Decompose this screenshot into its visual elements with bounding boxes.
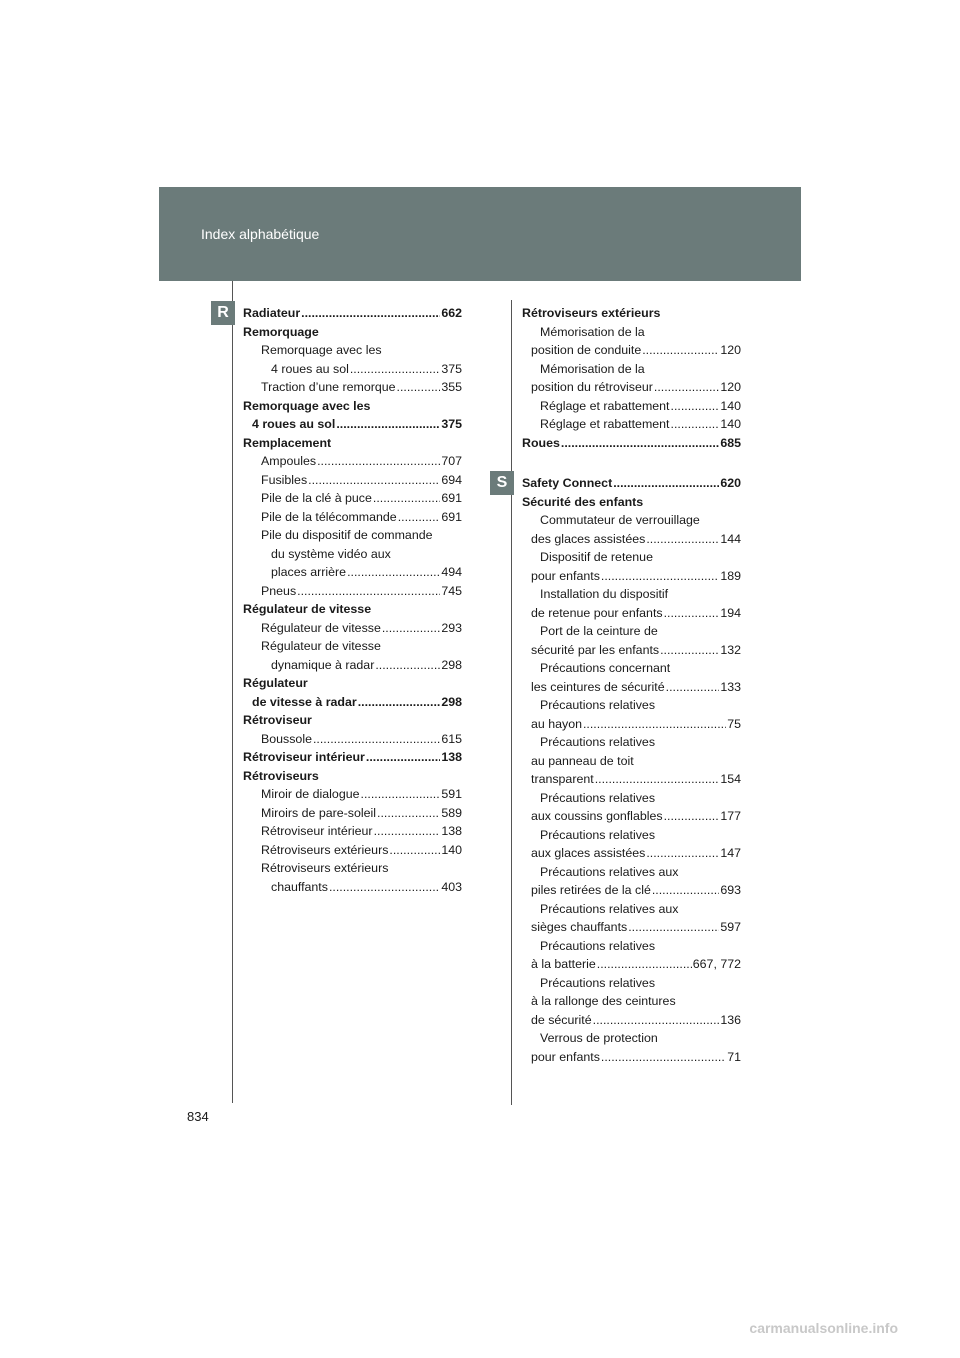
entry-term: Rétroviseurs extérieurs xyxy=(261,861,389,875)
dot-leader xyxy=(601,567,719,586)
entry-term: Précautions relatives xyxy=(540,790,656,805)
entry-page-ref[interactable]: 745 xyxy=(441,583,462,598)
index-entry xyxy=(522,678,741,697)
entry-term: Précautions relatives xyxy=(540,975,656,990)
index-entry xyxy=(243,323,462,342)
entry-term: places arrière xyxy=(271,565,347,579)
index-entry xyxy=(522,844,741,863)
index-entry xyxy=(243,619,462,638)
index-entry xyxy=(522,955,741,974)
entry-term: du système vidéo aux xyxy=(271,546,391,561)
entry-term: Mémorisation de la xyxy=(540,324,645,339)
index-entry xyxy=(243,489,462,508)
dot-leader xyxy=(347,563,440,582)
entry-page-ref[interactable]: 375 xyxy=(441,361,462,376)
entry-term: Pneus xyxy=(261,583,297,598)
dot-leader xyxy=(397,378,441,397)
entry-page-ref[interactable]: 140 xyxy=(441,842,462,857)
entry-term: Rétroviseurs extérieurs xyxy=(261,842,389,857)
index-entry xyxy=(243,878,462,897)
index-entry xyxy=(243,360,462,379)
index-entry xyxy=(522,1048,741,1067)
dot-leader xyxy=(301,304,440,323)
index-entry xyxy=(243,822,462,841)
index-entry xyxy=(522,493,741,512)
index-entry xyxy=(243,656,462,675)
center-divider xyxy=(511,300,512,1105)
index-entry xyxy=(243,415,462,434)
index-entry xyxy=(243,637,462,656)
entry-term: des glaces assistées xyxy=(531,531,646,546)
entry-term: Rétroviseurs xyxy=(243,768,319,783)
entry-page-ref[interactable]: 144 xyxy=(720,531,741,546)
index-entry xyxy=(522,659,741,678)
index-entry xyxy=(243,471,462,490)
page-header xyxy=(159,187,801,281)
index-column-left xyxy=(243,304,462,896)
index-entry xyxy=(522,341,741,360)
index-entry xyxy=(243,582,462,601)
entry-term: Pile du dispositif de commande xyxy=(261,528,433,542)
dot-leader xyxy=(366,748,440,767)
index-entry xyxy=(522,826,741,845)
dot-leader xyxy=(652,881,719,900)
index-entry xyxy=(243,526,462,545)
dot-leader xyxy=(561,434,719,453)
dot-leader xyxy=(358,693,441,712)
index-entry xyxy=(243,767,462,786)
index-entry xyxy=(243,859,462,878)
entry-page-ref[interactable]: 494 xyxy=(441,565,462,579)
entry-term: Remorquage avec les xyxy=(261,343,382,357)
entry-page-ref[interactable]: 136 xyxy=(720,1012,741,1027)
index-entry xyxy=(243,785,462,804)
index-entry xyxy=(522,1029,741,1048)
section-tab-r: R xyxy=(211,301,235,325)
index-entry xyxy=(522,474,741,493)
index-entry xyxy=(522,415,741,434)
entry-term: à la rallonge des ceintures xyxy=(531,994,676,1008)
entry-term: Précautions relatives xyxy=(540,827,656,842)
entry-term: Safety Connect xyxy=(522,476,613,490)
entry-term: Régulateur xyxy=(243,676,308,690)
entry-page-ref[interactable]: 403 xyxy=(441,879,462,894)
entry-term: Rétroviseurs extérieurs xyxy=(522,306,661,320)
dot-leader xyxy=(308,471,440,490)
entry-page-ref[interactable]: 691 xyxy=(441,509,462,524)
index-entry xyxy=(522,567,741,586)
index-entry xyxy=(522,511,741,530)
entry-page-ref[interactable]: 147 xyxy=(720,846,741,860)
index-entry xyxy=(243,841,462,860)
dot-leader xyxy=(297,582,440,601)
entry-term: Remorquage xyxy=(243,324,319,339)
entry-page-ref[interactable]: 591 xyxy=(441,787,462,801)
index-entry xyxy=(522,1011,741,1030)
entry-page-ref[interactable]: 375 xyxy=(441,417,462,431)
entry-term: Miroirs de pare-soleil xyxy=(261,805,376,820)
index-entry xyxy=(243,452,462,471)
entry-page-ref[interactable]: 298 xyxy=(441,657,462,672)
index-entry xyxy=(522,974,741,993)
dot-leader xyxy=(350,360,440,379)
entry-page-ref[interactable]: 120 xyxy=(720,380,741,394)
index-entry xyxy=(522,807,741,826)
dot-leader xyxy=(329,878,440,897)
index-entry xyxy=(522,622,741,641)
entry-term: Fusibles xyxy=(261,472,308,487)
index-entry xyxy=(243,748,462,767)
entry-term: Dispositif de retenue xyxy=(540,550,653,564)
dot-leader xyxy=(671,397,720,416)
entry-page-ref[interactable]: 662 xyxy=(441,306,462,320)
entry-term: de sécurité xyxy=(531,1012,592,1027)
dot-leader xyxy=(664,604,720,623)
entry-term: Réglage et rabattement xyxy=(540,417,670,431)
entry-term: Régulateur de vitesse xyxy=(243,602,372,616)
index-entry xyxy=(243,508,462,527)
index-entry xyxy=(522,900,741,919)
entry-term: piles retirées de la clé xyxy=(531,883,651,897)
entry-term: Miroir de dialogue xyxy=(261,787,360,801)
dot-leader xyxy=(666,678,720,697)
entry-term: au panneau de toit xyxy=(531,753,634,768)
dot-leader xyxy=(597,955,692,974)
index-entry xyxy=(522,752,741,771)
entry-term: Ampoules xyxy=(261,454,317,468)
entry-page-ref[interactable]: 694 xyxy=(441,472,462,487)
index-entry xyxy=(243,693,462,712)
entry-term: Installation du dispositif xyxy=(540,587,669,601)
entry-term: Précautions relatives aux xyxy=(540,901,679,916)
entry-term: Précautions relatives xyxy=(540,698,656,712)
entry-term: Pile de la clé à puce xyxy=(261,491,372,505)
entry-term: position du rétroviseur xyxy=(531,380,653,394)
entry-term: Radiateur xyxy=(243,306,301,320)
index-entry xyxy=(243,378,462,397)
entry-page-ref[interactable]: 132 xyxy=(720,642,741,657)
entry-page-ref[interactable]: 133 xyxy=(720,679,741,694)
entry-term: Mémorisation de la xyxy=(540,361,645,376)
dot-leader xyxy=(613,474,719,493)
entry-term: Port de la ceinture de xyxy=(540,624,658,638)
index-entry xyxy=(243,730,462,749)
entry-term: pour enfants xyxy=(531,568,600,583)
entry-term: Remplacement xyxy=(243,435,332,450)
entry-term: Précautions concernant xyxy=(540,661,671,675)
entry-page-ref[interactable]: 298 xyxy=(441,694,462,709)
dot-leader xyxy=(660,641,719,660)
dot-leader xyxy=(593,1011,720,1030)
entry-term: Précautions relatives xyxy=(540,735,656,749)
entry-term: Régulateur de vitesse xyxy=(261,639,381,653)
index-entry xyxy=(522,434,741,453)
entry-page-ref[interactable]: 293 xyxy=(441,620,462,635)
entry-term: chauffants xyxy=(271,879,328,894)
index-entry xyxy=(522,733,741,752)
index-column-right xyxy=(522,304,741,1066)
entry-term: 4 roues au sol xyxy=(252,417,336,431)
entry-term: aux glaces assistées xyxy=(531,846,646,860)
entry-page-ref[interactable]: 75 xyxy=(727,716,741,731)
entry-term: Boussole xyxy=(261,731,312,746)
entry-term: Sécurité des enfants xyxy=(522,494,644,509)
entry-page-ref[interactable]: 355 xyxy=(441,380,462,394)
entry-page-ref[interactable]: 177 xyxy=(720,809,741,823)
index-entry xyxy=(243,674,462,693)
entry-term: 4 roues au sol xyxy=(271,361,349,376)
index-entry xyxy=(522,304,741,323)
header-title: Index alphabétique xyxy=(201,226,320,242)
index-entry xyxy=(522,992,741,1011)
entry-term: Remorquage avec les xyxy=(243,398,371,413)
dot-leader xyxy=(654,378,719,397)
entry-term: Roues xyxy=(522,435,560,450)
entry-term: Réglage et rabattement xyxy=(540,398,670,413)
index-entry xyxy=(522,530,741,549)
dot-leader xyxy=(646,844,719,863)
dot-leader xyxy=(374,822,441,841)
dot-leader xyxy=(583,715,726,734)
index-entry xyxy=(243,545,462,564)
entry-page-ref[interactable]: 120 xyxy=(720,343,741,357)
dot-leader xyxy=(628,918,719,937)
entry-page-ref[interactable]: 71 xyxy=(727,1049,741,1064)
entry-page-ref[interactable]: 140 xyxy=(720,417,741,431)
index-entry xyxy=(522,604,741,623)
index-entry xyxy=(243,397,462,416)
index-entry xyxy=(522,641,741,660)
section-tab-s: S xyxy=(490,471,514,495)
entry-page-ref[interactable]: 620 xyxy=(720,476,741,490)
index-entry xyxy=(522,937,741,956)
entry-page-ref[interactable]: 589 xyxy=(441,805,462,820)
entry-term: Pile de la télécommande xyxy=(261,509,397,524)
page-number: 834 xyxy=(187,1109,209,1124)
entry-page-ref[interactable]: 154 xyxy=(720,772,741,786)
entry-page-ref[interactable]: 194 xyxy=(720,605,741,620)
dot-leader xyxy=(313,730,440,749)
index-entry xyxy=(243,804,462,823)
dot-leader xyxy=(398,508,441,527)
index-entry xyxy=(522,548,741,567)
entry-page-ref[interactable]: 615 xyxy=(441,731,462,746)
entry-page-ref[interactable]: 597 xyxy=(720,920,741,934)
dot-leader xyxy=(664,807,720,826)
entry-term: de vitesse à radar xyxy=(252,694,357,709)
entry-term: de retenue pour enfants xyxy=(531,605,663,620)
entry-term: Rétroviseur intérieur xyxy=(261,824,373,838)
entry-page-ref[interactable]: 667, 772 xyxy=(692,957,741,971)
dot-leader xyxy=(375,656,440,675)
index-entry xyxy=(522,397,741,416)
entry-page-ref[interactable]: 138 xyxy=(441,750,462,764)
index-entry xyxy=(522,323,741,342)
entry-term: Commutateur de verrouillage xyxy=(540,513,700,527)
entry-term: au hayon xyxy=(531,716,582,731)
entry-page-ref[interactable]: 707 xyxy=(441,454,462,468)
dot-leader xyxy=(373,489,440,508)
dot-leader xyxy=(389,841,440,860)
entry-term: transparent xyxy=(531,772,594,786)
entry-term: sièges chauffants xyxy=(531,920,628,934)
index-entry xyxy=(522,585,741,604)
entry-term: position de conduite xyxy=(531,343,642,357)
entry-term: Rétroviseur xyxy=(243,713,312,727)
entry-page-ref[interactable]: 693 xyxy=(720,883,741,897)
entry-term: Régulateur de vitesse xyxy=(261,620,381,635)
index-entry xyxy=(522,696,741,715)
footer-watermark: carmanualsonline.info xyxy=(749,1320,898,1336)
dot-leader xyxy=(601,1048,726,1067)
entry-term: les ceintures de sécurité xyxy=(531,679,665,694)
dot-leader xyxy=(382,619,440,638)
index-entry xyxy=(522,770,741,789)
index-entry xyxy=(522,863,741,882)
dot-leader xyxy=(361,785,441,804)
dot-leader xyxy=(642,341,719,360)
dot-leader xyxy=(336,415,440,434)
index-entry xyxy=(243,434,462,453)
entry-term: à la batterie xyxy=(531,957,596,971)
index-entry xyxy=(522,360,741,379)
index-entry xyxy=(522,378,741,397)
entry-term: Précautions relatives aux xyxy=(540,864,679,879)
entry-term: Traction d’une remorque xyxy=(261,380,396,394)
entry-page-ref[interactable]: 691 xyxy=(441,491,462,505)
entry-page-ref[interactable]: 685 xyxy=(720,435,741,450)
entry-term: dynamique à radar xyxy=(271,657,375,672)
entry-term: sécurité par les enfants xyxy=(531,642,660,657)
index-entry xyxy=(522,715,741,734)
section-gap xyxy=(522,452,741,474)
dot-leader xyxy=(377,804,440,823)
index-entry xyxy=(243,600,462,619)
left-divider xyxy=(232,281,233,1103)
dot-leader xyxy=(317,452,440,471)
entry-term: Précautions relatives xyxy=(540,938,656,953)
index-entry xyxy=(522,881,741,900)
index-entry xyxy=(243,711,462,730)
index-entry xyxy=(522,789,741,808)
entry-term: pour enfants xyxy=(531,1049,600,1064)
index-entry xyxy=(522,918,741,937)
dot-leader xyxy=(595,770,720,789)
entry-term: Verrous de protection xyxy=(540,1031,658,1045)
entry-term: Rétroviseur intérieur xyxy=(243,750,365,764)
index-entry xyxy=(243,563,462,582)
index-entry xyxy=(243,304,462,323)
dot-leader xyxy=(671,415,720,434)
entry-page-ref[interactable]: 140 xyxy=(720,398,741,413)
entry-term: aux coussins gonflables xyxy=(531,809,663,823)
entry-page-ref[interactable]: 189 xyxy=(720,568,741,583)
entry-page-ref[interactable]: 138 xyxy=(441,824,462,838)
dot-leader xyxy=(646,530,719,549)
index-entry xyxy=(243,341,462,360)
